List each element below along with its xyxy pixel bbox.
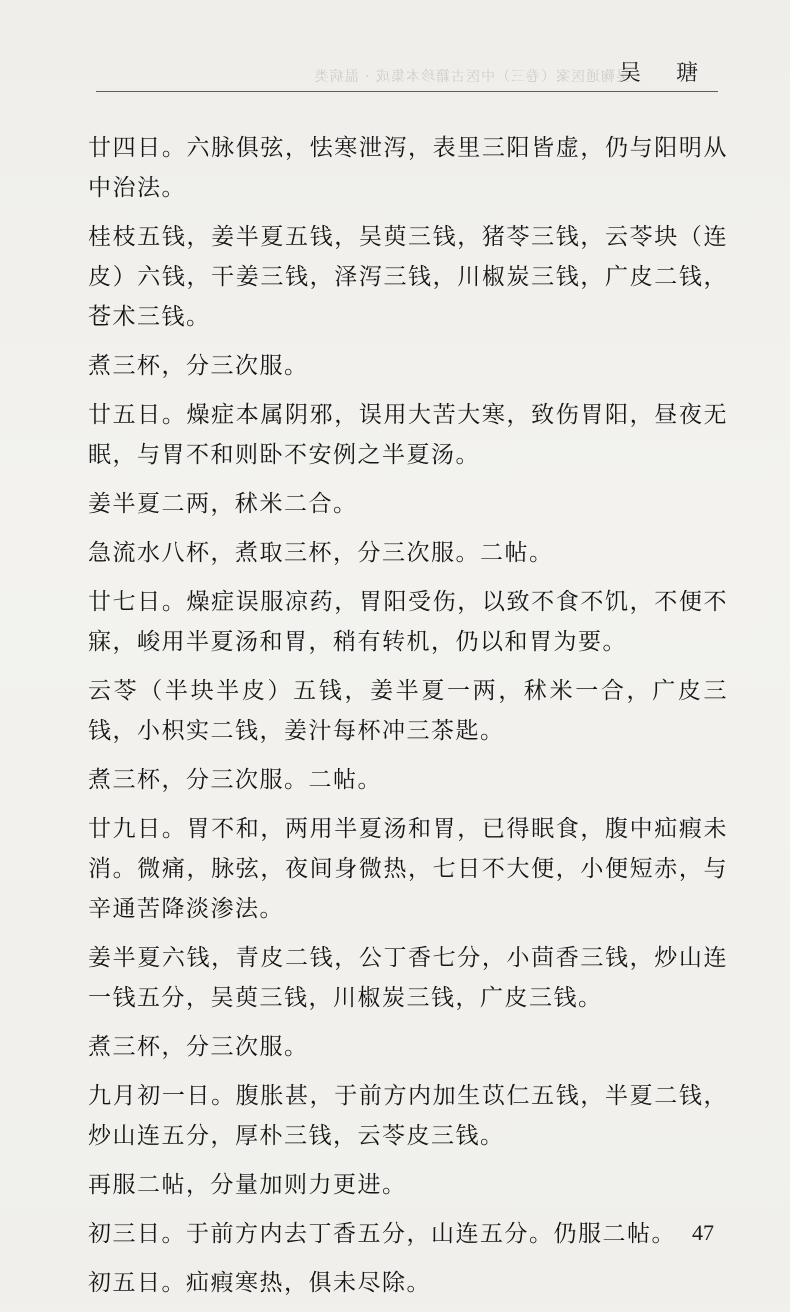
- paragraph: 桂枝五钱，姜半夏五钱，吴萸三钱，猪苓三钱，云苓块（连皮）六钱，干姜三钱，泽泻三钱，川椒炭三钱，广皮二钱，苍术三钱。: [88, 224, 728, 330]
- body-text: [88, 128, 728, 1312]
- paragraph: 姜半夏二两，秫米二合。: [88, 491, 358, 517]
- running-header-author: 吴 瑭: [619, 61, 712, 86]
- paragraph: 煮三杯，分三次服。: [88, 353, 309, 379]
- paragraph: 煮三杯，分三次服。: [88, 1034, 309, 1060]
- paragraph: 初三日。于前方内去丁香五分，山连五分。仍服二帖。: [88, 1221, 676, 1247]
- paragraph: 再服二帖，分量加则力更进。: [88, 1172, 407, 1198]
- paragraph: 廿四日。六脉俱弦，怯寒泄泻，表里三阳皆虚，仍与阳明从中治法。: [88, 135, 728, 201]
- paragraph: 初五日。疝瘕寒热，俱未尽除。: [88, 1270, 431, 1296]
- paragraph: 廿五日。燥症本属阴邪，误用大苦大寒，致伤胃阳，昼夜无眠，与胃不和则卧不安例之半夏汤。: [88, 402, 728, 468]
- paragraph: 急流水八杯，煮取三杯，分三次服。二帖。: [88, 540, 554, 566]
- header-rule: [96, 91, 718, 92]
- paragraph: 廿七日。燥症误服凉药，胃阳受伤，以致不食不饥，不便不寐，峻用半夏汤和胃，稍有转机，仍以和胃为要。: [88, 589, 728, 655]
- bleed-through-header: 吴鞠通医案（卷三）中医古籍珍本集成 · 温病类: [313, 69, 630, 85]
- paragraph: 廿九日。胃不和，两用半夏汤和胃，已得眠食，腹中疝瘕未消。微痛，脉弦，夜间身微热，七日不大便，小便短赤，与辛通苦降淡渗法。: [88, 816, 728, 922]
- paragraph: 煮三杯，分三次服。二帖。: [88, 767, 382, 793]
- paragraph: 云苓（半块半皮）五钱，姜半夏一两，秫米一合，广皮三钱，小枳实二钱，姜汁每杯冲三茶匙。: [88, 678, 728, 744]
- page-number: 47: [692, 1220, 714, 1245]
- paragraph: 姜半夏六钱，青皮二钱，公丁香七分，小茴香三钱，炒山连一钱五分，吴萸三钱，川椒炭三钱，广皮三钱。: [88, 945, 728, 1011]
- paragraph: 九月初一日。腹胀甚，于前方内加生苡仁五钱，半夏二钱，炒山连五分，厚朴三钱，云苓皮三钱。: [88, 1083, 728, 1149]
